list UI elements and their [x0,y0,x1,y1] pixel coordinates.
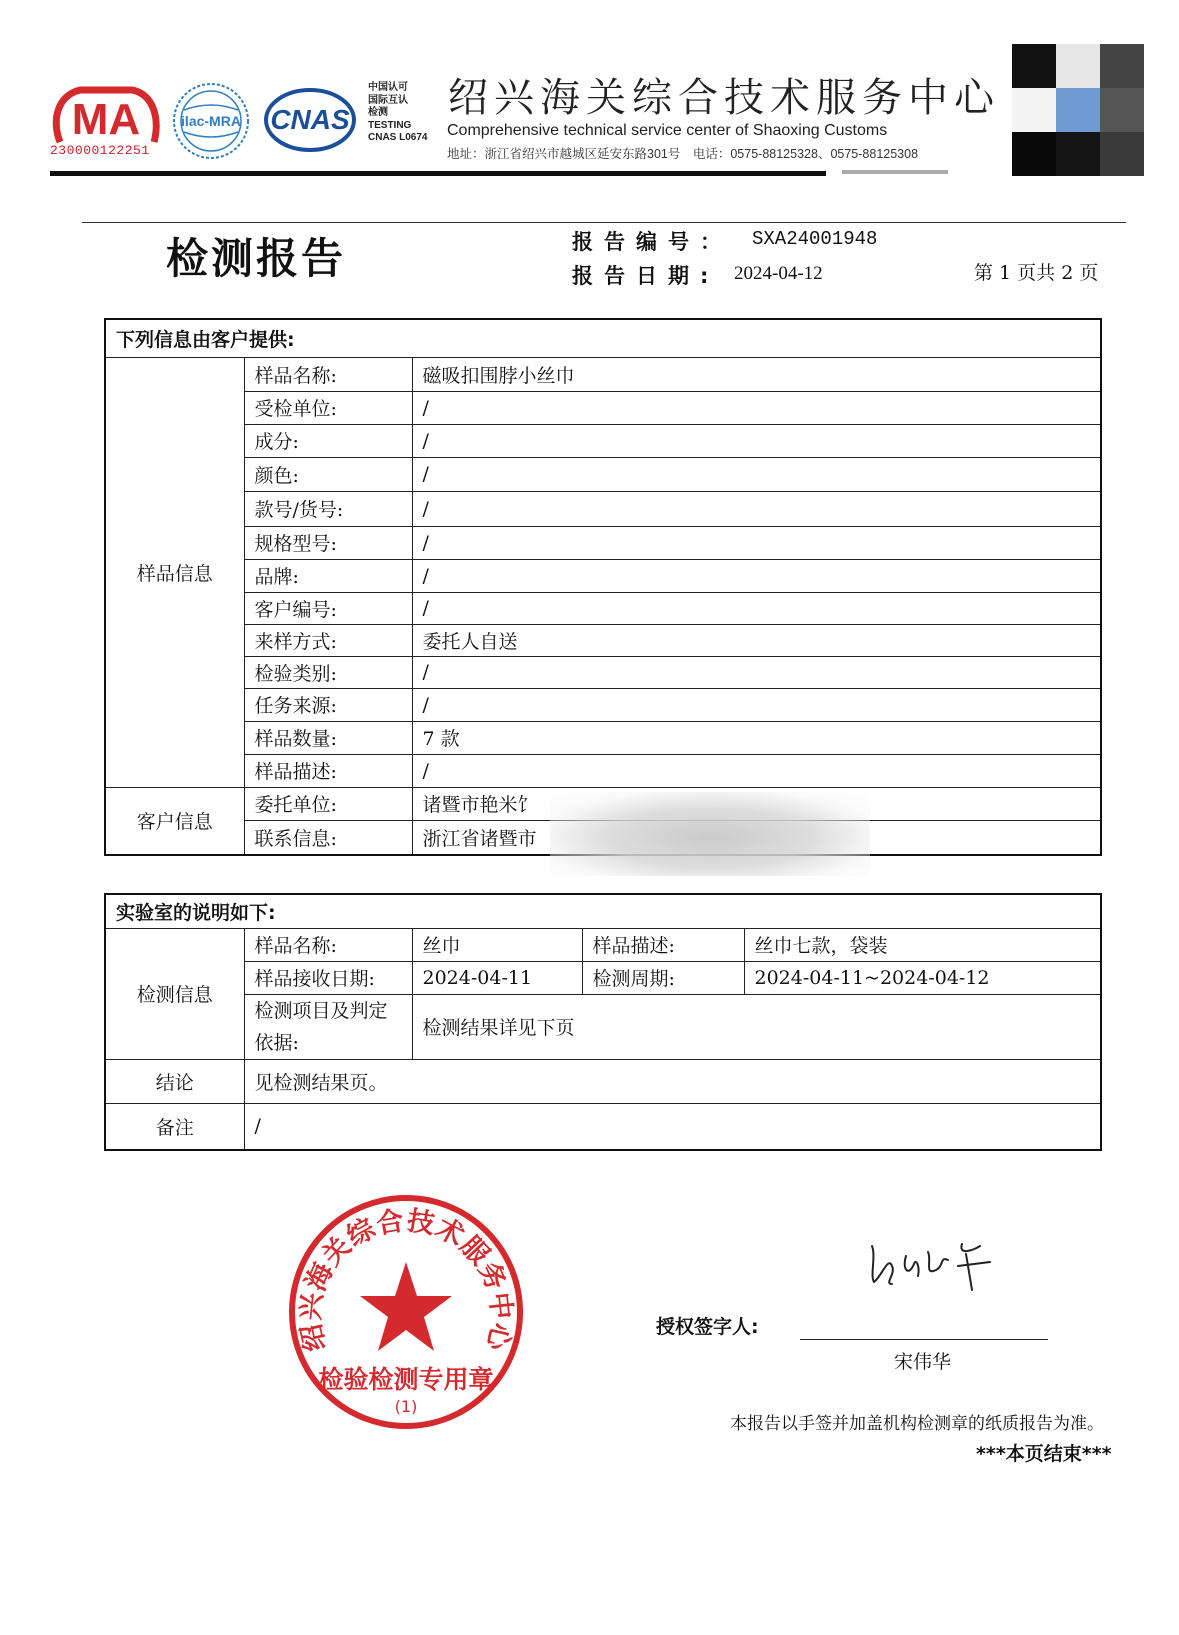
row-value: / [412,592,1101,624]
test-info-group-label: 检测信息 [105,928,244,1059]
report-date-label: 报告日期: [572,264,720,288]
report-date: 2024-04-12 [734,263,823,284]
row-label: 委托单位: [244,787,412,820]
conclusion-label: 结论 [105,1059,244,1103]
svg-text:(1): (1) [394,1397,418,1416]
conclusion-value: 见检测结果页。 [244,1059,1101,1103]
remark-value: / [244,1103,1101,1150]
test-period-value: 2024-04-11~2024-04-12 [744,961,1101,994]
row-value: / [412,526,1101,559]
received-date-value: 2024-04-11 [412,961,582,994]
row-label: 颜色: [244,457,412,491]
handwritten-signature [862,1226,1002,1306]
signer-label: 授权签字人: [656,1316,759,1338]
org-address: 地址：浙江省绍兴市越城区延安东路301号 电话：0575-88125328、0575-88125308 [447,147,919,161]
lab-section-heading: 实验室的说明如下: [105,894,1101,928]
svg-text:CNAS: CNAS [270,104,350,135]
signature-line [800,1339,1048,1340]
org-name-en: Comprehensive technical service center of Shaoxing Customs [447,122,888,139]
sample-name-label: 样品名称: [244,928,412,961]
row-label: 样品描述: [244,754,412,787]
row-value: / [412,491,1101,526]
svg-text:绍兴海关综合技术服务中心: 绍兴海关综合技术服务中心 [295,1205,517,1355]
lab-info-table [104,893,1102,1151]
ilac-mra-logo [170,80,252,162]
row-value: / [412,559,1101,592]
validity-note: 本报告以手签并加盖机构检测章的纸质报告为准。 [730,1414,1104,1434]
row-value: / [412,391,1101,424]
report-number: SXA24001948 [752,228,878,250]
title-rule [82,222,1126,223]
sample-info-group-label: 样品信息 [105,357,244,787]
row-label: 客户编号: [244,592,412,624]
sample-name-value: 丝巾 [412,928,582,961]
report-title: 检测报告 [166,234,347,283]
remark-label: 备注 [105,1103,244,1150]
row-label: 样品名称: [244,357,412,391]
received-date-label: 样品接收日期: [244,961,412,994]
header-rule-gray [842,170,948,174]
signer-name: 宋伟华 [894,1351,952,1373]
row-label: 来样方式: [244,624,412,656]
row-value: 诸暨市艳米饣 [412,787,1101,820]
svg-text:MA: MA [71,95,141,144]
client-section-heading: 下列信息由客户提供: [105,319,1101,357]
test-items-value: 检测结果详见下页 [412,994,1101,1059]
test-period-label: 检测周期: [582,961,744,994]
row-label: 规格型号: [244,526,412,559]
cnas-accreditation-text: 中国认可 国际互认 检测 TESTING CNAS L0674 [368,82,428,143]
qr-code-blurred [1012,44,1146,176]
row-label: 检验类别: [244,656,412,688]
row-value: / [412,656,1101,688]
report-number-label: 报告编号： [572,230,732,254]
redaction-blur [550,792,870,876]
row-label: 品牌: [244,559,412,592]
customer-info-group-label: 客户信息 [105,787,244,855]
cnas-logo [264,88,356,152]
row-label: 款号/货号: [244,491,412,526]
client-info-table [104,318,1102,856]
row-value: / [412,424,1101,457]
sample-desc-label: 样品描述: [582,928,744,961]
row-label: 联系信息: [244,820,412,855]
row-value: 磁吸扣围脖小丝巾 [412,357,1101,391]
row-value: / [412,754,1101,787]
row-label: 样品数量: [244,721,412,754]
org-name-cn: 绍兴海关综合技术服务中心 [448,75,1000,121]
row-value: / [412,688,1101,721]
sample-desc-value: 丝巾七款，袋装 [744,928,1101,961]
svg-text:检验检测专用章: 检验检测专用章 [318,1365,494,1394]
row-label: 受检单位: [244,391,412,424]
page-end-marker: ***本页结束*** [976,1443,1112,1465]
official-seal [286,1192,526,1432]
svg-text:ilac-MRA: ilac-MRA [181,113,241,129]
test-items-label: 检测项目及判定 依据: [244,994,412,1059]
row-value: 委托人自送 [412,624,1101,656]
cma-number: 230000122251 [50,143,150,158]
header-rule [50,171,826,176]
row-value: 浙江省诸暨市 [412,820,1101,855]
row-value: 7 款 [412,721,1101,754]
row-label: 成分: [244,424,412,457]
row-label: 任务来源: [244,688,412,721]
page-info: 第 1 页共 2 页 [974,262,1099,284]
row-value: / [412,457,1101,491]
